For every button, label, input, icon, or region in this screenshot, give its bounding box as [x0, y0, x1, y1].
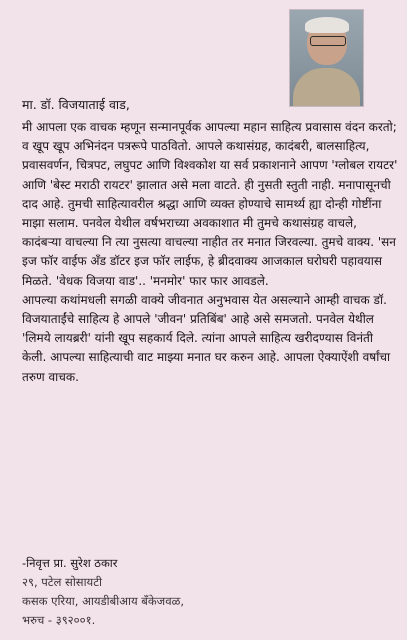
letter-paragraph-2: आपल्या कथांमधली सगळी वाक्ये जीवनात अनुभवास येत असल्याने आम्ही वाचक डॉ. विजयाताईंचे साहित्य हे आपले 'जीवन' प्रतिबिंब' आहे असे समजतो. पनवेल येथील 'लिमये लायब्ररी' यांनी खूप सहकार्य दिले. त्यांना आपले साहित्य खरीदण्यास विनंती केली. आपल्या साहित्याची वाट माझ्या मनात घर करुन आहे. आपला ऐक्याऐंशी वर्षांचा तरुण वाचक.	[22, 292, 391, 384]
letter-body	[22, 118, 400, 387]
letter-paragraph-1: मी आपला एक वाचक म्हणून सन्मानपूर्वक आपल्या महान साहित्य प्रवासास वंदन करतो; व खूप खूप अभिनंदन पत्ररूपे पाठवितो. आपले कथासंग्रह, कादंबरी, बालसाहित्य, प्रवासवर्णन, चित्रपट, लघुपट आणि विश्वकोश या सर्व प्रकाशनाने आपण 'ग्लोबल रायटर' आणि 'बेस्ट मराठी रायटर' झालात असे मला वाटते. ही नुसती स्तुती नाही. मनापासूनची दाद आहे. तुमची साहित्यावरील श्रद्धा आणि व्यक्त होण्याचे सामर्थ्य ह्या दोन्ही गोष्टींना माझा सलाम. पनवेल येथील वर्षभराच्या अवकाशात मी तुमचे कथासंग्रह वाचले, कादंबऱ्या वाचल्या नि त्या नुसत्या वाचल्या नाहीत तर मनात जिरवल्या. तुमचे वाक्य. 'सन इज फॉर वाईफ अँड डॉटर इज फॉर लाईफ, हे ब्रीदवाक्य आजकाल घरोघरी पहावयास मिळते. 'वेधक विजया वाड'.. 'मनमोर' फार फार आवडले.	[22, 120, 398, 288]
salutation: मा. डॉ. विजयाताई वाड,	[22, 97, 130, 112]
portrait-hair	[305, 17, 349, 33]
signature-block	[22, 554, 184, 630]
signatory-name: -निवृत्त प्रा. सुरेश ठकार	[22, 556, 118, 570]
portrait-glasses	[310, 36, 346, 46]
address-line-1: २९, पटेल सोसायटी	[22, 575, 103, 589]
address-line-3: भरुच - ३९२००१.	[22, 613, 96, 627]
author-portrait-photo	[289, 9, 364, 107]
portrait-shirt	[293, 68, 360, 107]
address-line-2: कसक एरिया, आयडीबीआय बँकेजवळ,	[22, 594, 184, 608]
